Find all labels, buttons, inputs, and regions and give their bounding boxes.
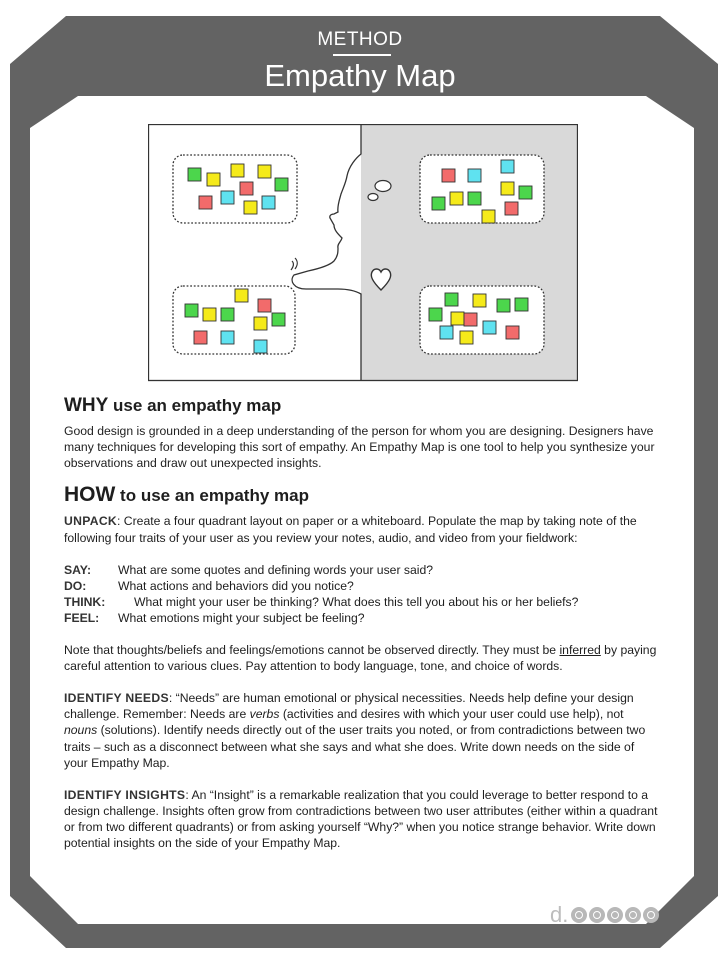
logo-circle-icon — [607, 907, 623, 923]
why-heading: WHY use an empathy map — [64, 395, 282, 416]
logo-circle-icon — [571, 907, 587, 923]
trait-feel: FEEL: What emotions might your subject be feeling? — [64, 610, 365, 625]
inference-note: Note that thoughts/beliefs and feelings/emotions cannot be observed directly. They must be inferred by paying careful attention to various clues. Pay attention to body language, tone, and choice of words. — [64, 643, 657, 674]
logo-circle-icon — [625, 907, 641, 923]
unpack-paragraph: UNPACK: Create a four quadrant layout on paper or a whiteboard. Populate the map by taking note of the following four traits of your user as you review your notes, audio, and video from your fieldwork: — [64, 514, 637, 545]
page-title: Empathy Map — [264, 58, 456, 93]
trait-do: DO: What actions and behaviors did you notice? — [64, 578, 354, 593]
head-profile — [292, 124, 361, 380]
method-label: METHOD — [317, 29, 403, 50]
identify-insights-paragraph: IDENTIFY INSIGHTS: An “Insight” is a remarkable realization that you could leverage to better respond to a design challenge. Insights often grow from contradictions between two user attributes (either within a quadrant or from two different quadrants) or from asking yourself “Why?” when you notice strange behavior. Write down potential insights on the side of your Empathy Map. — [64, 787, 658, 850]
method-underline — [333, 54, 391, 56]
how-heading: HOW to use an empathy map — [64, 483, 309, 507]
dschool-logo: d. — [550, 902, 659, 928]
trait-say: SAY: What are some quotes and defining words your user said? — [64, 562, 434, 577]
logo-circle-icon — [589, 907, 605, 923]
identify-needs-paragraph: IDENTIFY NEEDS: “Needs” are human emotional or physical necessities. Needs help define your design challenge. Remember: Needs are verbs (activities and desires with which your user could use help), not nouns (solutions). Identify needs directly out of the user traits you noted, or from contradictions between two traits – such as a disconnect between what she says and what she does. Write down needs on the side of your Empathy Map. — [64, 691, 646, 770]
trait-think: THINK: What might your user be thinking? What does this tell you about his or her beliefs? — [64, 594, 579, 609]
why-body: Good design is grounded in a deep understanding of the person for whom you are designing. Designers have many techniques for developing this sort of empathy. An Empathy Map is one tool to help you synthesize your observations and draw out unexpected insights. — [64, 424, 655, 471]
main-content — [64, 395, 658, 851]
empathy-map-illustration — [148, 124, 578, 382]
logo-circle-icon — [643, 907, 659, 923]
